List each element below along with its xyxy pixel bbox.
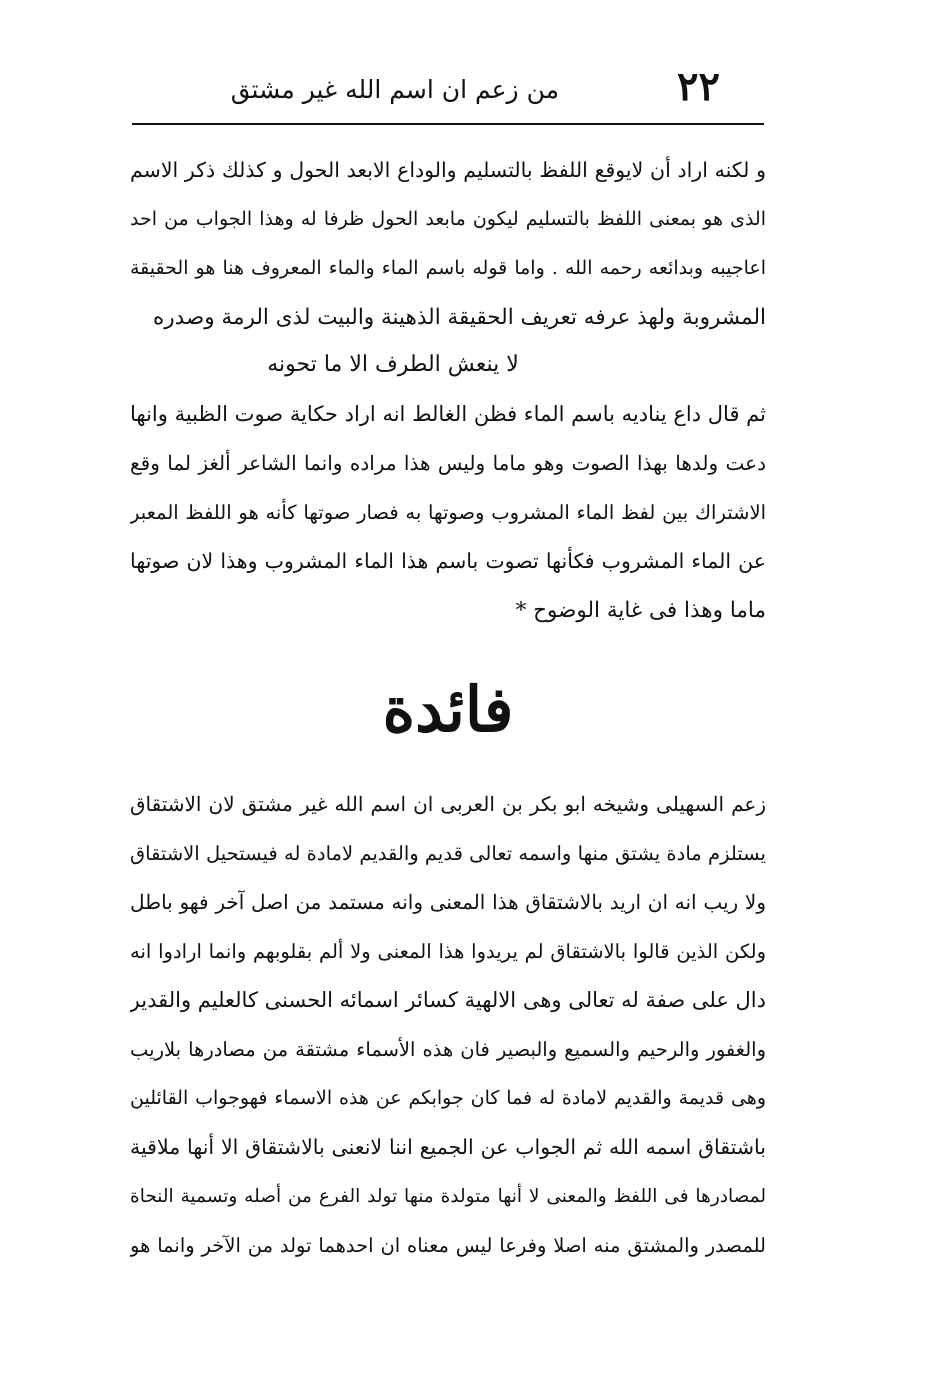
paragraph-1 [130,146,766,342]
text-line: زعم السهيلى وشيخه ابو بكر بن العربى ان اسم الله غير مشتق لان الاشتقاق [130,792,766,816]
paragraph-2 [130,390,766,635]
text-line: دعت ولدها بهذا الصوت وهو ماما وليس هذا مراده وانما الشاعر ألغز لما وقع [130,451,766,475]
text-line: الاشتراك بين لفظ الماء المشروب وصوتها به فصار صوتها كأنه هو اللفظ المعبر [130,501,766,524]
text-line: المشروبة ولهذ عرفه تعريف الحقيقة الذهينة والبيت لذى الرمة وصدره [153,305,766,330]
verse-text: لا ينعش الطرف الا ما تحونه [267,352,519,377]
section-heading: فائدة [382,673,514,746]
text-line: وهى قديمة والقديم لامادة له فما كان جوابكم عن هذه الاسماء فهوجواب القائلين [130,1087,766,1109]
section-heading-wrap [130,660,766,760]
running-title: من زعم ان اسم الله غير مشتق [230,75,559,104]
page-number: ٢٢ [677,63,720,110]
paragraph-3 [130,780,766,1270]
verse-line [130,340,766,389]
text-line: دال على صفة له تعالى وهى الالهية كسائر اسمائه الحسنى كالعليم والقدير [130,988,766,1012]
text-line: عن الماء المشروب فكأنها تصوت باسم هذا الماء المشروب وهذا لان صوتها [130,549,766,573]
text-line: للمصدر والمشتق منه اصلا وفرعا ليس معناه ان احدهما تولد من الآخر وانما هو [130,1234,766,1257]
text-line: ماما وهذا فى غاية الوضوح * [515,598,766,623]
text-line: الذى هو بمعنى اللفظ بالتسليم ليكون مابعد الحول ظرفا له وهذا الجواب من احد [130,208,766,230]
text-line: ثم قال داع يناديه باسم الماء فظن الغالط انه اراد حكاية صوت الظبية وانها [130,402,766,426]
text-line: و لكنه اراد أن لايوقع اللفظ بالتسليم والوداع الابعد الحول و كذلك ذكر الاسم [130,158,766,182]
text-line: لمصادرها فى اللفظ والمعنى لا أنها متولدة منها تولد الفرع من أصله وتسمية النحاة [130,1186,766,1207]
text-line: يستلزم مادة يشتق منها واسمه تعالى قديم والقديم لامادة له فيستحيل الاشتقاق [130,842,766,865]
text-line: اعاجيبه وبدائعه رحمه الله . واما قوله باسم الماء والماء المعروف هنا هو الحقيقة [130,257,766,279]
header-rule [132,123,764,125]
page-header [132,62,764,122]
text-line: ولا ريب انه ان اريد بالاشتقاق هذا المعنى وانه مستمد من اصل آخر فهو باطل [130,890,766,914]
text-line: باشتقاق اسمه الله ثم الجواب عن الجميع اننا لانعنى بالاشتقاق الا أنها ملاقية [130,1135,766,1159]
text-line: ولكن الذين قالوا بالاشتقاق لم يريدوا هذا المعنى ولا ألم بقلوبهم وانما ارادوا انه [130,940,766,963]
text-line: والغفور والرحيم والسميع والبصير فان هذه الأسماء مشتقة من مصادرها بلاريب [130,1038,766,1061]
